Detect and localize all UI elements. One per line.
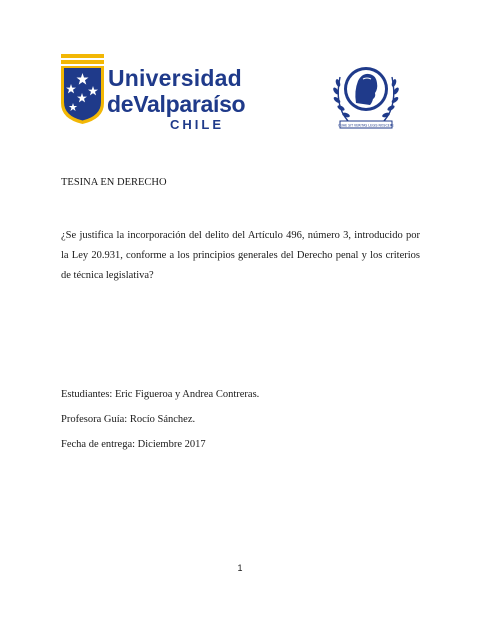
logo-text-universidad: Universidad xyxy=(108,65,242,91)
seal-motto: QUAE SIT VERITAS LEGIS NOSCERE xyxy=(338,123,394,128)
students-line: Estudiantes: Eric Figueroa y Andrea Contreras. xyxy=(61,389,260,400)
logo-text-valparaiso: deValparaíso xyxy=(107,91,246,117)
page-number: 1 xyxy=(237,563,243,573)
advisor-line: Profesora Guía: Rocío Sánchez. xyxy=(61,414,196,425)
faculty-seal-icon xyxy=(326,55,406,135)
shield-stars-icon xyxy=(60,53,105,125)
document-heading: TESINA EN DERECHO xyxy=(61,177,167,188)
delivery-date-line: Fecha de entrega: Diciembre 2017 xyxy=(61,439,206,450)
university-logo xyxy=(60,53,246,133)
logo-text-chile: CHILE xyxy=(170,117,224,132)
thesis-question: ¿Se justifica la incorporación del delito del Artículo 496, número 3, introducido por la Ley 20.931, conforme a los principios generales del Derecho penal y los criterios de técnica legislativa? xyxy=(61,230,420,281)
